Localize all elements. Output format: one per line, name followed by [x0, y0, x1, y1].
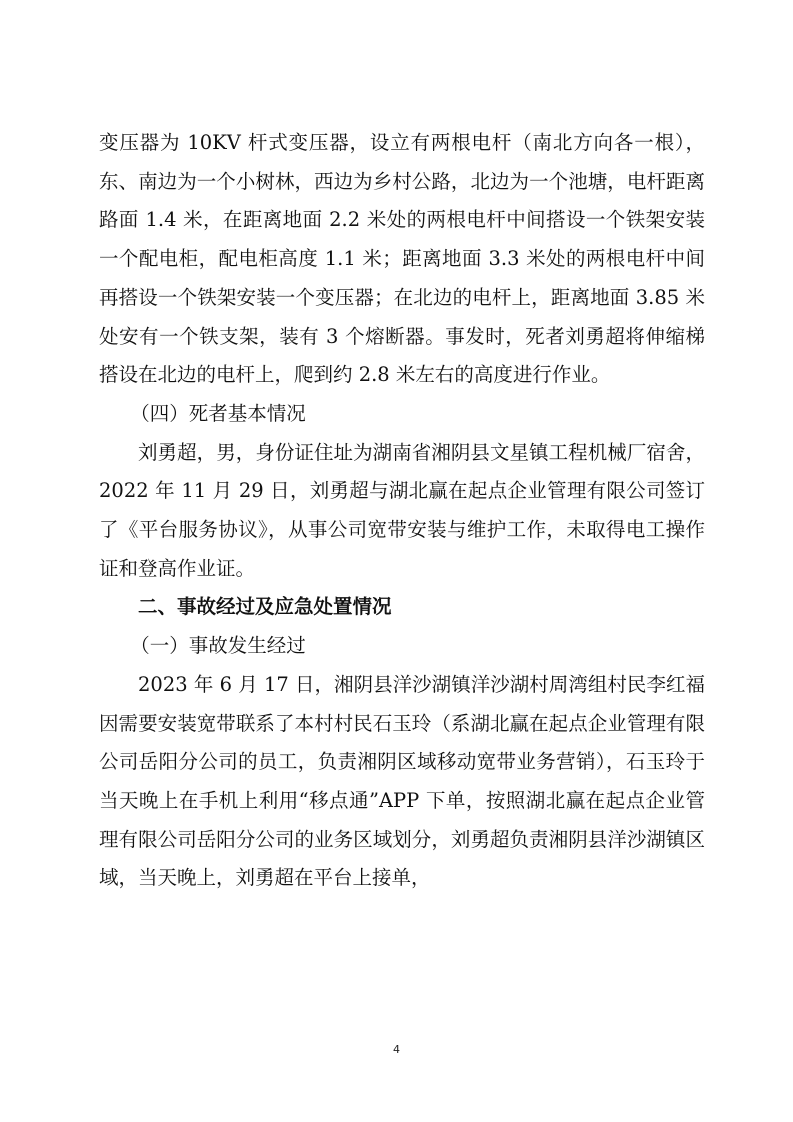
- section-heading-deceased-info: （四）死者基本情况: [130, 401, 306, 425]
- paragraph-accident-occurrence: 2023 年 6 月 17 日，湘阴县洋沙湖镇洋沙湖村周湾组村民李红福因需要安装宽带联系了本村村民石玉玲（系湖北赢在起点企业管理有限公司岳阳分公司的员工，负责湘阴区域移动宽带业务营销），石玉玲于当天晚上在手机上利用“移点通”APP 下单，按照湖北赢在起点企业管理有限公司岳阳分公司的业务区域划分，刘勇超负责湘阴县洋沙湖镇区域，当天晚上，刘勇超在平台上接单，: [99, 672, 705, 890]
- paragraph-transformer-description: 变压器为 10KV 杆式变压器，设立有两根电杆（南北方向各一根），东、南边为一个小树林，西边为乡村公路，北边为一个池塘，电杆距离路面 1.4 米，在距离地面 2.2 米处的两根电杆中间搭设一个铁架安装一个配电柜，配电柜高度 1.1 米；距离地面 3.3 米处的两根电杆中间再搭设一个铁架安装一个变压器；在北边的电杆上，距离地面 3.85 米处安有一个铁支架，装有 3 个熔断器。事发时，死者刘勇超将伸缩梯搭设在北边的电杆上，爬到约 2.8 米左右的高度进行作业。: [99, 131, 705, 387]
- page-number: 4: [393, 1043, 400, 1056]
- document-body: [99, 124, 705, 898]
- section-heading-accident-occurrence: （一）事故发生经过: [130, 634, 306, 658]
- chapter-heading-accident-process: 二、事故经过及应急处置情况: [138, 595, 392, 619]
- paragraph-deceased-info: 刘勇超，男，身份证住址为湖南省湘阴县文星镇工程机械厂宿舍，2022 年 11 月 29 日，刘勇超与湖北赢在起点企业管理有限公司签订了《平台服务协议》，从事公司宽带安装与维护工作，未取得电工操作证和登高作业证。: [99, 440, 705, 580]
